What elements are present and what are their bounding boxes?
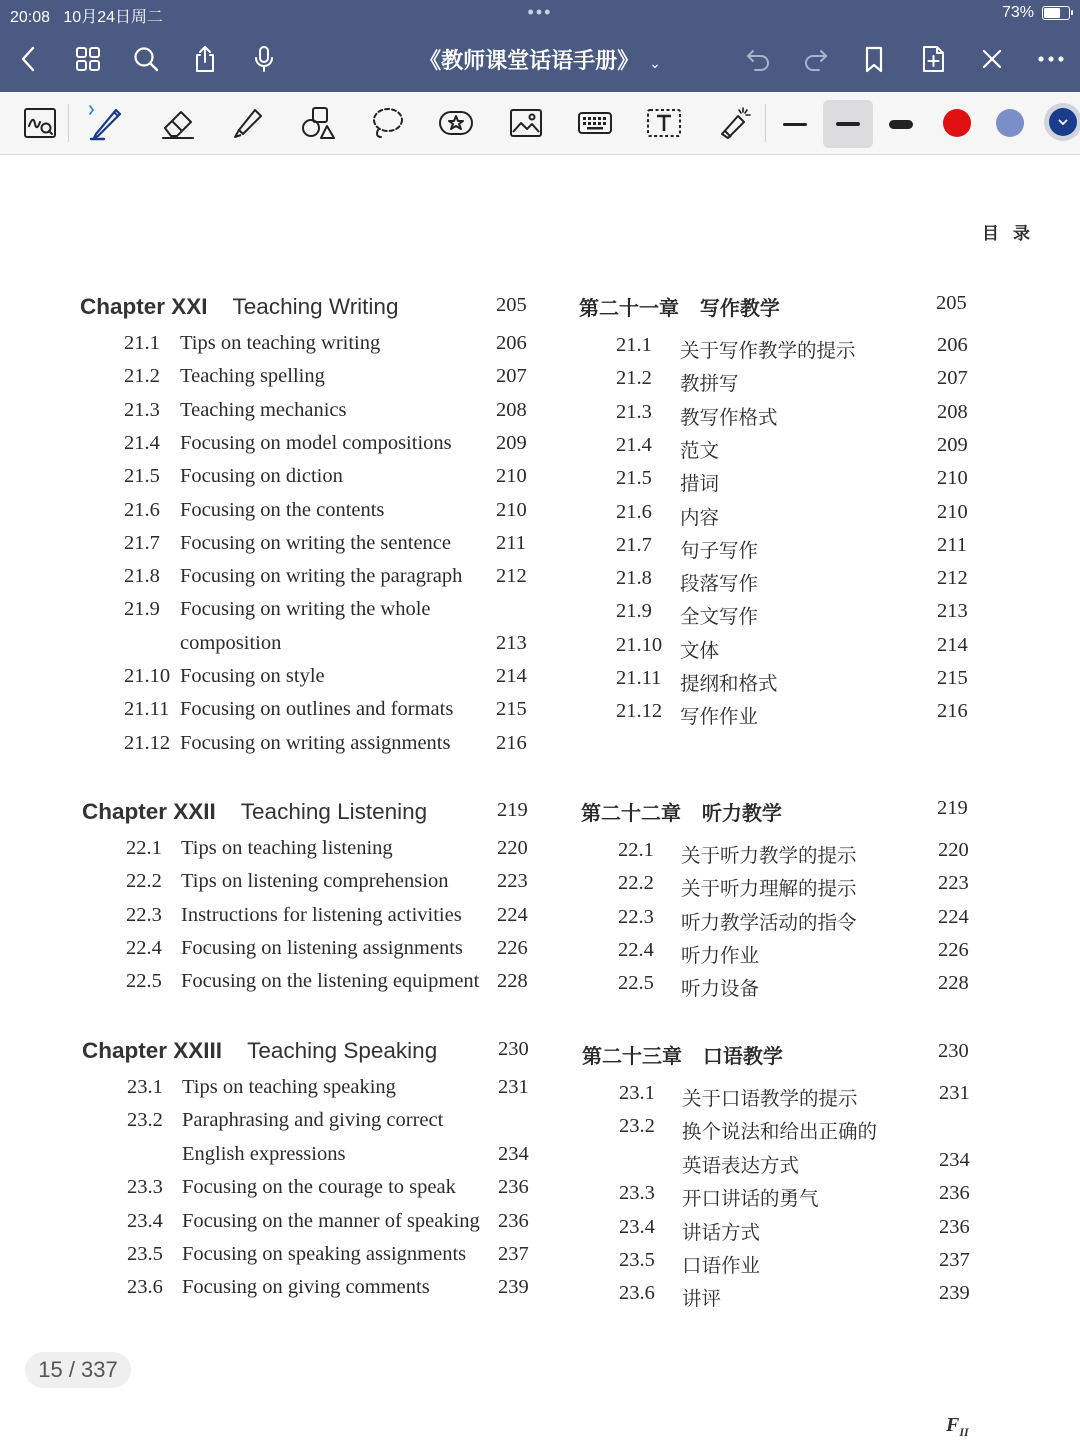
toc-entry-page: 207 xyxy=(496,365,527,388)
toc-entry-title: Teaching mechanics xyxy=(180,398,347,421)
toc-entry-title: Focusing on writing assignments xyxy=(180,731,451,754)
toc-entry-number: 21.12 xyxy=(124,731,171,754)
toc-entry-number: 22.5 xyxy=(618,972,654,995)
toc-entry-number: 23.4 xyxy=(619,1215,655,1238)
toc-entry-number: 23.3 xyxy=(127,1176,163,1199)
toc-entry-number: 21.5 xyxy=(616,467,652,490)
toc-entry-number: 21.9 xyxy=(616,600,652,623)
toc-entry-title-continued: 英语表达方式 xyxy=(682,1153,800,1177)
toc-entry-page: 213 xyxy=(937,600,968,623)
toc-entry-title: 关于口语教学的提示 xyxy=(682,1087,858,1110)
lasso-icon[interactable] xyxy=(364,100,410,146)
toc-entry-number: 23.2 xyxy=(619,1115,655,1138)
chevron-down-icon xyxy=(1049,108,1077,136)
toc-entry-page: 215 xyxy=(496,698,527,721)
toc-entry-number: 23.1 xyxy=(619,1082,655,1104)
toc-entry-number: 21.12 xyxy=(616,700,663,723)
stroke-thick-button[interactable] xyxy=(876,106,926,142)
toc-entry-number: 21.11 xyxy=(124,698,170,721)
toc-entry-page: 211 xyxy=(496,531,526,554)
color-blue-gray-swatch[interactable] xyxy=(996,109,1024,137)
textbox-icon[interactable] xyxy=(641,100,687,146)
toc-entry-title: Focusing on giving comments xyxy=(182,1276,430,1299)
toc-entry-title: 措词 xyxy=(680,472,720,496)
chapter-heading-zh[interactable]: 第二十三章 口语教学 xyxy=(582,1044,783,1068)
toc-entry-page: 207 xyxy=(937,367,968,390)
toc-entry-page: 223 xyxy=(938,872,969,895)
toc-entry-title: Focusing on writing the sentence xyxy=(180,531,452,554)
toc-entry-number: 23.1 xyxy=(127,1076,163,1098)
toc-entry-number: 22.4 xyxy=(126,936,162,959)
chapter-page: 219 xyxy=(937,797,968,819)
toc-entry-number: 23.6 xyxy=(127,1276,163,1299)
toc-entry-page: 210 xyxy=(496,465,527,488)
toc-entry-page: 226 xyxy=(497,936,528,959)
toc-entry-page: 209 xyxy=(937,433,968,456)
toc-entry-title: 关于听力理解的提示 xyxy=(681,877,857,901)
toc-entry-title: 段落写作 xyxy=(680,572,759,596)
toc-entry-number: 21.10 xyxy=(616,633,663,656)
toc-entry-title: 教写作格式 xyxy=(680,405,778,429)
toc-entry-page: 237 xyxy=(939,1249,970,1271)
chapter-page: 219 xyxy=(497,799,528,821)
more-icon[interactable] xyxy=(1034,42,1068,76)
close-icon[interactable] xyxy=(975,42,1009,76)
toc-entry-title: Focusing on diction xyxy=(180,465,343,488)
toc-entry-page: 228 xyxy=(497,970,528,993)
toc-entry-page: 210 xyxy=(937,500,968,523)
toc-entry-page: 220 xyxy=(938,839,969,861)
toc-entry-title: 内容 xyxy=(680,505,720,529)
toc-entry-page: 228 xyxy=(938,972,969,995)
toc-entry-number: 21.10 xyxy=(124,665,171,687)
toc-entry-page: 216 xyxy=(937,700,968,723)
toc-entry-title: 开口讲话的勇气 xyxy=(682,1187,819,1211)
toc-entry-number: 22.1 xyxy=(618,839,654,861)
chapter-heading-zh[interactable]: 第二十一章 写作教学 xyxy=(579,296,780,320)
toc-entry-number: 22.5 xyxy=(126,970,162,993)
toc-entry-page: 211 xyxy=(937,533,967,556)
toc-entry-number: 23.2 xyxy=(127,1109,163,1132)
toc-entry-page: 224 xyxy=(497,903,528,926)
status-date: 10月24日周二 xyxy=(63,9,163,26)
toc-entry-title: Focusing on the listening equipment xyxy=(181,970,480,993)
highlighter-icon[interactable] xyxy=(225,100,271,146)
toc-entry-title-continued: composition xyxy=(180,631,282,654)
pen-icon[interactable] xyxy=(84,100,130,146)
toc-entry-number: 21.4 xyxy=(124,431,160,454)
toc-entry-title-continued: English expressions xyxy=(182,1142,346,1165)
toc-entry-number: 23.6 xyxy=(619,1282,655,1305)
toc-entry-title: 全文写作 xyxy=(680,605,759,629)
toc-entry-number: 21.7 xyxy=(616,533,652,556)
toc-entry-title: Focusing on style xyxy=(180,665,325,687)
toc-entry-page: 216 xyxy=(496,731,527,754)
toc-entry-number: 21.3 xyxy=(124,398,160,421)
toc-entry-title: Teaching spelling xyxy=(180,365,325,388)
toc-entry-page: 236 xyxy=(939,1182,970,1205)
toc-entry-page: 208 xyxy=(496,398,527,421)
toc-entry-page: 231 xyxy=(498,1076,529,1098)
color-picker-button[interactable] xyxy=(1044,103,1080,141)
toc-entry-page: 239 xyxy=(939,1282,970,1305)
add-page-icon[interactable] xyxy=(916,42,950,76)
toc-entry-number: 21.5 xyxy=(124,465,160,488)
toc-entry-title: 听力教学活动的指令 xyxy=(681,910,857,934)
toc-entry-title: 讲评 xyxy=(682,1287,722,1311)
toc-entry-number: 21.6 xyxy=(616,500,652,523)
toc-entry-page: 214 xyxy=(937,633,968,656)
color-red-swatch[interactable] xyxy=(943,109,971,137)
toc-entry-title: Focusing on the courage to speak xyxy=(182,1176,456,1199)
toc-entry-page: 237 xyxy=(498,1243,529,1265)
drawing-toolbar xyxy=(0,92,1080,155)
toc-entry-page: 208 xyxy=(937,400,968,423)
toc-entry-page: 224 xyxy=(938,905,969,928)
toc-entry-title: 提纲和格式 xyxy=(680,672,778,695)
toc-entry-number: 22.4 xyxy=(618,938,654,961)
toc-entry-number: 22.3 xyxy=(126,903,162,926)
toc-entry-number: 21.2 xyxy=(616,367,652,390)
toc-entry-title: Focusing on writing the paragraph xyxy=(180,565,463,588)
toc-entry-page: 206 xyxy=(496,332,527,354)
toc-entry-number: 23.4 xyxy=(127,1209,163,1232)
bookmark-icon[interactable] xyxy=(857,42,891,76)
toc-entry-number: 22.2 xyxy=(618,872,654,895)
toc-entry-number: 21.7 xyxy=(124,531,160,554)
toc-entry-title: Focusing on the contents xyxy=(180,498,385,521)
toc-entry-page: 206 xyxy=(937,334,968,356)
toc-entry-page: 236 xyxy=(498,1209,529,1232)
document-title[interactable]: 《教师课堂话语手册》 ⌄ xyxy=(419,49,661,74)
image-icon[interactable] xyxy=(503,100,549,146)
toc-entry-number: 21.1 xyxy=(616,334,652,356)
toc-entry-title: 句子写作 xyxy=(680,538,759,562)
toc-entry-page: 212 xyxy=(937,567,968,590)
toc-entry-number: 21.8 xyxy=(124,565,160,588)
toc-entry-number: 21.6 xyxy=(124,498,160,521)
chapter-page: 205 xyxy=(496,294,527,316)
toc-entry-title: 口语作业 xyxy=(682,1254,761,1277)
document-page[interactable] xyxy=(0,155,1080,1440)
toc-entry-title: 关于写作教学的提示 xyxy=(680,339,856,362)
toc-entry-title: 写作作业 xyxy=(680,705,759,729)
toc-entry-number: 21.8 xyxy=(616,567,652,590)
laser-pointer-icon[interactable] xyxy=(710,100,756,146)
toc-entry-number: 21.9 xyxy=(124,598,160,621)
handwriting-zoom-icon[interactable] xyxy=(17,100,63,146)
toc-entry-page: 214 xyxy=(496,665,527,687)
toc-entry-title: 范文 xyxy=(680,438,720,462)
eraser-icon[interactable] xyxy=(155,100,201,146)
toc-entry-number: 23.3 xyxy=(619,1182,655,1205)
chapter-page: 205 xyxy=(936,292,967,314)
page-header: 目录 xyxy=(982,224,1044,244)
toc-entry-title: Instructions for listening activities xyxy=(181,903,462,926)
chevron-down-icon[interactable]: ⌄ xyxy=(649,56,661,72)
toc-entry-title: 教拼写 xyxy=(680,372,739,396)
toc-entry-number: 22.2 xyxy=(126,870,162,893)
toc-entry-title: 换个说法和给出正确的 xyxy=(682,1120,878,1144)
toc-entry-page: 231 xyxy=(939,1082,970,1104)
chapter-page: 230 xyxy=(498,1038,529,1060)
toc-entry-title: 关于听力教学的提示 xyxy=(681,844,857,867)
toc-entry-page: 213 xyxy=(496,631,527,654)
stroke-thin-button[interactable] xyxy=(770,106,820,142)
battery-percent: 73% xyxy=(1001,4,1034,21)
toc-entry-title: Focusing on speaking assignments xyxy=(182,1243,467,1265)
chapter-heading[interactable]: Chapter XXIII Teaching Speaking xyxy=(82,1038,438,1063)
toc-entry-title: 讲话方式 xyxy=(682,1220,761,1244)
toc-entry-title: 听力设备 xyxy=(681,977,760,1001)
toc-entry-title: Tips on teaching listening xyxy=(181,837,393,859)
toc-entry-page: 226 xyxy=(938,938,969,961)
toc-entry-number: 22.1 xyxy=(126,837,162,859)
toc-entry-number: 21.4 xyxy=(616,433,652,456)
keyboard-icon[interactable] xyxy=(572,100,618,146)
page-counter[interactable]: 15 / 337 xyxy=(25,1352,131,1388)
toc-entry-title: Focusing on listening assignments xyxy=(181,936,463,959)
chapter-heading[interactable]: Chapter XXI Teaching Writing xyxy=(80,294,399,319)
toc-entry-number: 21.2 xyxy=(124,365,160,388)
page-footer-mark: $F_{II}$ xyxy=(946,1414,969,1439)
toc-entry-page: 212 xyxy=(496,565,527,588)
stroke-medium-button[interactable] xyxy=(823,100,873,148)
chapter-heading[interactable]: Chapter XXII Teaching Listening xyxy=(82,799,428,824)
toc-entry-page: 220 xyxy=(497,837,528,859)
toc-entry-page: 234 xyxy=(498,1142,529,1165)
toc-entry-title: Tips on teaching speaking xyxy=(182,1076,396,1098)
toc-entry-number: 21.1 xyxy=(124,332,160,354)
multitask-dots[interactable]: ••• xyxy=(527,2,553,22)
toc-entry-title: 听力作业 xyxy=(681,943,760,967)
toc-entry-number: 21.3 xyxy=(616,400,652,423)
toc-entry-title: Paraphrasing and giving correct xyxy=(182,1109,444,1132)
toc-entry-page: 236 xyxy=(939,1215,970,1238)
shapes-icon[interactable] xyxy=(295,100,341,146)
sticker-icon[interactable] xyxy=(433,100,479,146)
status-time: 20:08 10月24日周二 xyxy=(10,9,163,26)
toc-entry-number: 22.3 xyxy=(618,905,654,928)
toc-entry-page: 210 xyxy=(496,498,527,521)
toc-entry-title: Tips on teaching writing xyxy=(180,332,381,354)
chapter-heading-zh[interactable]: 第二十二章 听力教学 xyxy=(581,801,782,825)
toc-entry-page: 236 xyxy=(498,1176,529,1199)
toc-entry-title: 文体 xyxy=(680,638,720,662)
title-bar xyxy=(0,0,1080,92)
undo-icon[interactable] xyxy=(741,42,775,76)
toc-entry-page: 215 xyxy=(937,667,968,689)
toc-entry-title: Focusing on the manner of speaking xyxy=(182,1209,480,1232)
toc-entry-page: 210 xyxy=(937,467,968,490)
toc-entry-number: 23.5 xyxy=(127,1243,163,1265)
toc-entry-page: 223 xyxy=(497,870,528,893)
toc-entry-number: 21.11 xyxy=(616,667,662,689)
toc-entry-number: 23.5 xyxy=(619,1249,655,1271)
toc-entry-page: 234 xyxy=(939,1148,970,1171)
battery-icon xyxy=(1042,6,1070,20)
toc-entry-title: Tips on listening comprehension xyxy=(181,870,449,893)
toc-entry-title: Focusing on model compositions xyxy=(180,431,452,454)
toc-entry-title: Focusing on outlines and formats xyxy=(180,698,454,721)
toc-entry-page: 209 xyxy=(496,431,527,454)
toc-entry-page: 239 xyxy=(498,1276,529,1299)
toc-entry-title: Focusing on writing the whole xyxy=(180,598,431,621)
redo-icon[interactable] xyxy=(799,42,833,76)
chapter-page: 230 xyxy=(938,1040,969,1062)
